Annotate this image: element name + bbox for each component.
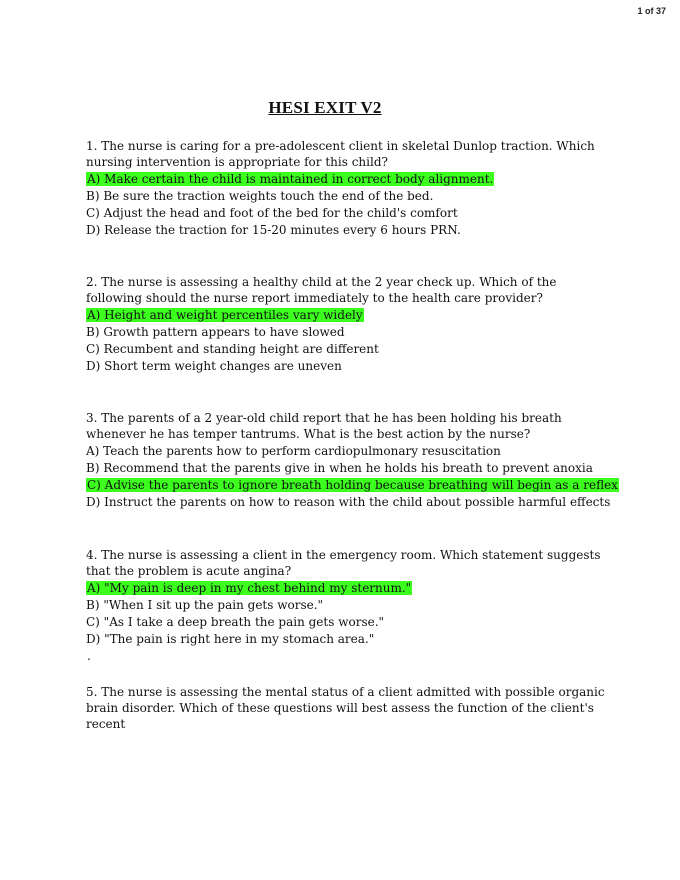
answer-highlight: A) Height and weight percentiles vary widely — [87, 308, 363, 322]
question-2-option-b: B) Growth pattern appears to have slowed — [86, 325, 345, 339]
answer-highlight: C) Advise the parents to ignore breath holding because breathing will begin as a reflex — [87, 478, 618, 492]
question-1-option-c: C) Adjust the head and foot of the bed for the child's comfort — [86, 206, 458, 220]
question-2-option-c: C) Recumbent and standing height are different — [86, 342, 379, 356]
page-counter: 1 of 37 — [637, 6, 666, 16]
document-title: HESI EXIT V2 — [268, 98, 382, 117]
question-4-option-b: B) "When I sit up the pain gets worse." — [86, 598, 324, 612]
question-5-stem: 5. The nurse is assessing the mental status of a client admitted with possible organic brain disorder. Which of these questions will best assess the function of the client's recent — [86, 685, 605, 731]
question-3-stem: 3. The parents of a 2 year-old child report that he has been holding his breath whenever he has temper tantrums. What is the best action by the nurse? — [86, 411, 562, 441]
question-1-option-b: B) Be sure the traction weights touch the end of the bed. — [86, 189, 434, 203]
question-4-stem: 4. The nurse is assessing a client in the emergency room. Which statement suggests that the problem is acute angina? — [86, 548, 601, 578]
answer-highlight: A) Make certain the child is maintained in correct body alignment. — [87, 172, 494, 186]
question-3-option-d: D) Instruct the parents on how to reason with the child about possible harmful effects — [86, 495, 611, 509]
question-1-stem: 1. The nurse is caring for a pre-adolescent client in skeletal Dunlop traction. Which nursing intervention is appropriate for this child? — [86, 139, 595, 169]
question-1-option-a — [86, 171, 494, 187]
question-2-option-a — [86, 307, 364, 323]
question-2-stem: 2. The nurse is assessing a healthy child at the 2 year check up. Which of the following should the nurse report immediately to the health care provider? — [86, 275, 557, 305]
question-3-option-c — [86, 477, 619, 493]
stray-period: . — [87, 649, 91, 663]
question-1-option-d: D) Release the traction for 15-20 minutes every 6 hours PRN. — [86, 223, 461, 237]
answer-highlight: A) "My pain is deep in my chest behind my sternum." — [87, 581, 412, 595]
question-3-option-b: B) Recommend that the parents give in when he holds his breath to prevent anoxia — [86, 461, 593, 475]
question-2-option-d: D) Short term weight changes are uneven — [86, 359, 342, 373]
question-3-option-a: A) Teach the parents how to perform cardiopulmonary resuscitation — [86, 444, 501, 458]
question-4-option-a — [86, 580, 412, 596]
question-4-option-d: D) "The pain is right here in my stomach area." — [86, 632, 375, 646]
question-4-option-c: C) "As I take a deep breath the pain gets worse." — [86, 615, 385, 629]
